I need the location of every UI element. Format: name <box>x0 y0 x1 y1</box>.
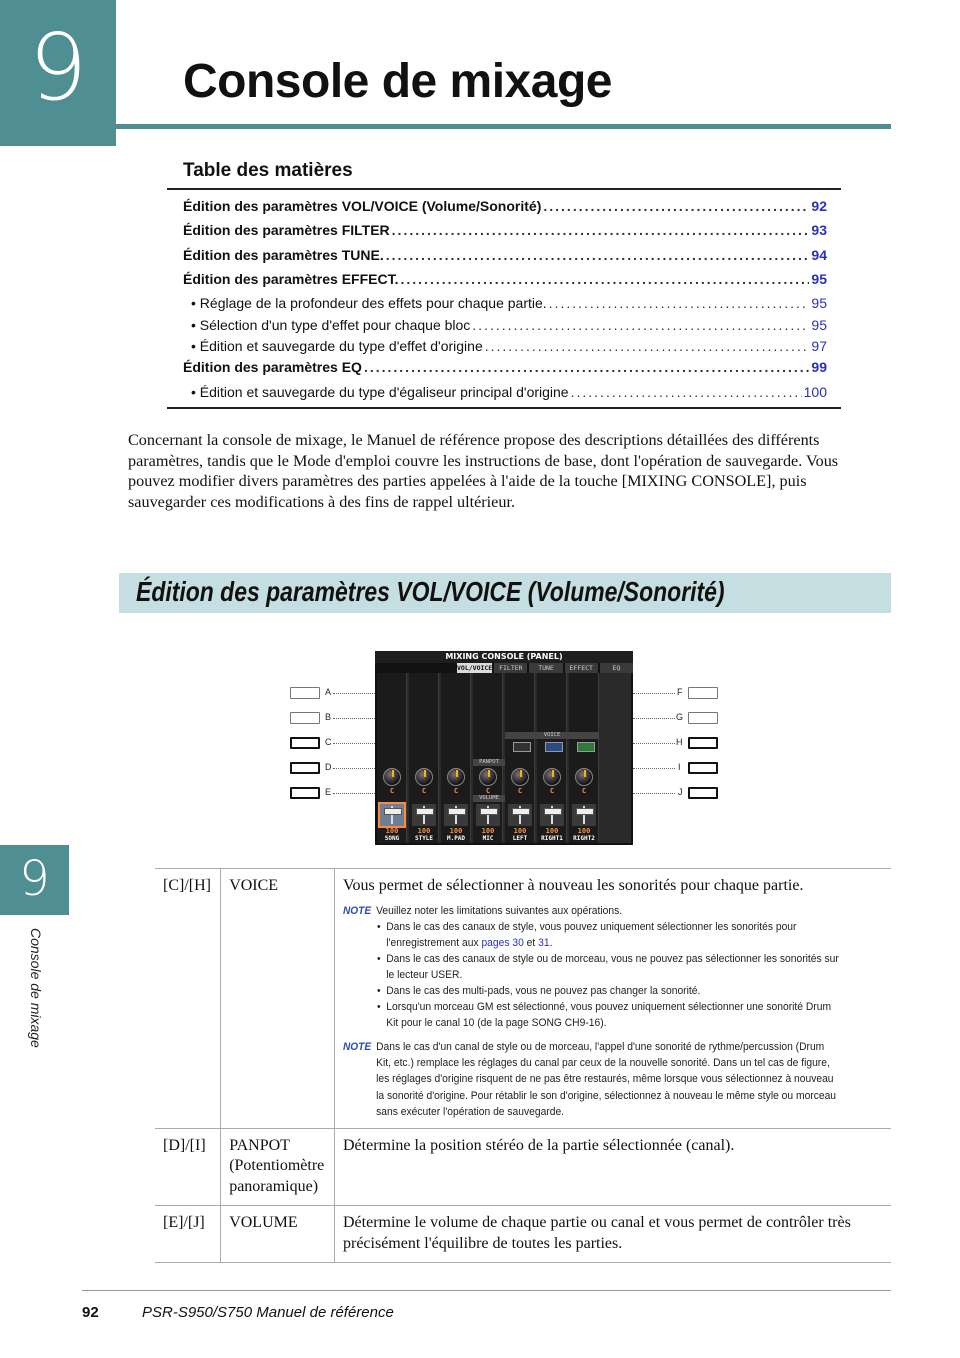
voice-section-label: VOICE <box>505 732 599 739</box>
volume-fader-icon[interactable] <box>508 804 532 826</box>
volume-fader-icon[interactable] <box>476 804 500 826</box>
button-label: G <box>676 712 684 722</box>
button-c-icon <box>290 737 320 749</box>
toc-link[interactable] <box>183 317 827 338</box>
toc-page: 93 <box>811 222 827 239</box>
param-description: Détermine la position stéréo de la partie sélectionnée (canal). <box>343 1136 735 1154</box>
pan-value: C <box>389 787 395 795</box>
part-name: RIGHT1 <box>541 835 563 842</box>
part-name: LEFT <box>512 835 528 842</box>
list-item: • Dans le cas des canaux de style ou de morceau, vous ne pouvez pas sélectionner les sonorités sur le lecteur USER. <box>376 951 840 983</box>
leader-line <box>333 768 375 769</box>
list-item: • Dans le cas des multi-pads, vous ne pouvez pas changer la sonorité. <box>376 983 840 999</box>
button-a-icon <box>290 687 320 699</box>
button-label: J <box>678 787 683 797</box>
button-j-icon <box>688 787 718 799</box>
side-chapter-label: Console de mixage <box>28 928 44 1048</box>
tab-tune[interactable]: TUNE <box>529 663 562 673</box>
toc-label: Édition des paramètres EQ <box>183 359 362 376</box>
tab-effect[interactable]: EFFECT <box>565 663 598 673</box>
part-name: RIGHT2 <box>573 835 595 842</box>
button-label: A <box>325 687 332 697</box>
title-rule <box>116 124 891 129</box>
note-tag: NOTE <box>343 1041 372 1054</box>
parameter-table <box>155 868 891 1263</box>
toc-link[interactable] <box>183 295 827 316</box>
table-row <box>155 1128 891 1206</box>
panpot-section-label: PANPOT <box>473 759 505 766</box>
toc-link[interactable] <box>183 222 827 246</box>
note-intro: Veuillez noter les limitations suivantes aux opérations. <box>376 904 623 917</box>
toc-label: Édition des paramètres VOL/VOICE (Volume/Sonorité) <box>183 198 542 214</box>
toc-page: 95 <box>811 295 827 312</box>
chapter-number-box <box>0 0 116 146</box>
toc-leader <box>364 359 809 375</box>
leader-line <box>333 718 375 719</box>
side-chapter-tab <box>0 845 69 915</box>
toc-leader <box>485 338 810 354</box>
param-description-text: Vous permet de sélectionner à nouveau les sonorités pour chaque partie. <box>343 877 804 894</box>
page-link[interactable]: pages 30 <box>481 936 524 949</box>
volume-value: 100 <box>449 827 463 835</box>
toc-label: Édition des paramètres EFFECT. <box>183 270 399 287</box>
button-b-icon <box>290 712 320 724</box>
toc-link[interactable] <box>183 247 827 271</box>
toc-heading: Table des matières <box>183 160 353 181</box>
pan-value: C <box>453 787 459 795</box>
toc-link[interactable] <box>183 198 827 222</box>
screen-tabs <box>457 663 633 673</box>
button-e-icon <box>290 787 320 799</box>
toc-page: 92 <box>811 198 827 214</box>
toc-label: • Édition et sauvegarde du type d'égaliseur principal d'origine <box>191 383 569 400</box>
list-item <box>376 919 840 951</box>
note-text: et <box>523 936 539 949</box>
toc-leader <box>386 247 810 263</box>
toc-leader <box>472 317 809 333</box>
leader-line <box>333 793 375 794</box>
toc-page: 94 <box>811 246 827 263</box>
button-g-icon <box>688 712 718 724</box>
chapter-title: Console de mixage <box>183 55 612 108</box>
pan-value: C <box>421 787 427 795</box>
button-d-icon <box>290 762 320 774</box>
section-heading-bar <box>119 573 891 613</box>
toc-leader <box>392 222 810 238</box>
button-label: I <box>678 762 681 772</box>
panpot-knob-icon[interactable] <box>447 768 465 786</box>
panpot-knob-icon[interactable] <box>543 768 561 786</box>
part-name: STYLE <box>414 835 434 842</box>
voice-icon[interactable] <box>513 742 531 752</box>
param-description: Détermine le volume de chaque partie ou canal et vous permet de contrôler très précisément l'équilibre de toutes les parties. <box>343 1214 851 1252</box>
button-label: F <box>677 687 683 697</box>
part-name: M.PAD <box>446 835 466 842</box>
button-label: D <box>325 762 332 772</box>
toc-leader <box>571 384 802 400</box>
param-name: VOICE <box>221 869 335 1129</box>
toc-page: 95 <box>811 316 827 333</box>
pan-value: C <box>485 787 491 795</box>
param-name: VOLUME <box>221 1206 335 1263</box>
note-list <box>376 919 840 1032</box>
leader-line <box>333 743 375 744</box>
toc-link[interactable] <box>183 338 827 359</box>
panpot-knob-icon[interactable] <box>383 768 401 786</box>
param-name: PANPOT (Potentiomètre panoramique) <box>221 1128 335 1206</box>
button-label: H <box>676 737 683 747</box>
table-of-contents <box>167 160 841 405</box>
toc-list <box>167 190 841 405</box>
button-label: E <box>325 787 332 797</box>
side-chapter-number: 9 <box>19 851 50 907</box>
panpot-knob-icon[interactable] <box>479 768 497 786</box>
button-label: B <box>325 712 332 722</box>
volume-fader-icon[interactable] <box>380 804 404 826</box>
table-row <box>155 1206 891 1263</box>
page-link[interactable]: 31 <box>538 936 550 949</box>
leader-line <box>633 718 675 719</box>
toc-link[interactable] <box>183 359 827 383</box>
volume-value: 100 <box>577 827 591 835</box>
param-description <box>335 869 892 1129</box>
toc-page: 97 <box>811 337 827 354</box>
footer-rule <box>82 1290 891 1291</box>
volume-value: 100 <box>385 827 399 835</box>
pan-value: C <box>517 787 523 795</box>
param-buttons: [D]/[I] <box>155 1128 221 1206</box>
toc-label: Édition des paramètres TUNE. <box>183 246 384 263</box>
toc-label: Édition des paramètres FILTER <box>183 222 390 239</box>
volume-value: 100 <box>513 827 527 835</box>
note-tag: NOTE <box>343 904 372 917</box>
part-name: MIC <box>482 835 494 842</box>
note-body <box>376 903 840 1032</box>
section-title: Édition des paramètres VOL/VOICE (Volume/Sonorité) <box>136 576 725 607</box>
param-buttons: [E]/[J] <box>155 1206 221 1263</box>
note-block <box>343 903 840 1032</box>
button-i-icon <box>688 762 718 774</box>
toc-link[interactable] <box>183 384 827 405</box>
volume-fader-icon[interactable] <box>444 804 468 826</box>
screen-title: MIXING CONSOLE (PANEL) <box>375 651 633 663</box>
pan-value: C <box>549 787 555 795</box>
toc-label: • Sélection d'un type d'effet pour chaque bloc <box>191 316 471 333</box>
tab-vol-voice[interactable]: VOL/VOICE <box>457 664 493 672</box>
leader-line <box>633 743 675 744</box>
voice-icon[interactable] <box>577 742 595 752</box>
toc-page: 95 <box>811 270 827 287</box>
volume-value: 100 <box>481 827 495 835</box>
part-name: SONG <box>384 835 400 842</box>
toc-link[interactable] <box>183 271 827 295</box>
volume-fader-icon[interactable] <box>572 804 596 826</box>
page-number: 92 <box>82 1304 99 1321</box>
intro-paragraph: Concernant la console de mixage, le Manuel de référence propose des descriptions détaillées des différents paramètres, tandis que le Mode d'emploi couvre les instructions de base, dont l'opération de sauvegarde. Vous pouvez modifier divers paramètres des parties appelées à l'aide de la touche [MIXING CONSOLE], puis sauvegarder ces modifications à des fins de rappel ultérieur. <box>128 431 839 511</box>
screen-panel <box>377 673 631 843</box>
volume-value: 100 <box>545 827 559 835</box>
tab-filter[interactable]: FILTER <box>494 663 527 673</box>
button-h-icon <box>688 737 718 749</box>
toc-page: 100 <box>803 383 827 400</box>
manual-title: PSR-S950/S750 Manuel de référence <box>142 1304 394 1321</box>
note-text: . <box>549 936 553 949</box>
panpot-knob-icon[interactable] <box>511 768 529 786</box>
toc-leader <box>549 295 810 311</box>
volume-fader-icon[interactable] <box>540 804 564 826</box>
panpot-knob-icon[interactable] <box>415 768 433 786</box>
chapter-number: 9 <box>28 14 88 121</box>
note-block <box>343 1039 840 1119</box>
toc-leader <box>543 198 809 214</box>
leader-line <box>633 693 675 694</box>
button-label: C <box>325 737 332 747</box>
toc-leader <box>401 271 810 287</box>
table-row <box>155 869 891 1129</box>
note-body: Dans le cas d'un canal de style ou de morceau, l'appel d'une sonorité de rythme/percussion (Drum Kit, etc.) remplace les réglages du canal par ceux de la nouvelle sonorité. Dans un tel cas de figure, les réglages d'origine risquent de ne pas être restaurés, même lorsque vous sélectionnez à nouveau la sonorité d'origine. Pour rétablir le son d'origine, sélectionnez à nouveau le même style ou morceau sans exécuter l'opération de sauvegarde. <box>376 1041 837 1118</box>
mixing-console-screen <box>375 651 633 845</box>
button-f-icon <box>688 687 718 699</box>
toc-label: • Édition et sauvegarde du type d'effet d'origine <box>191 337 483 354</box>
note-text: Dans le cas des canaux de style, vous pouvez uniquement sélectionner les sonorités pour l'enregistrement aux <box>386 920 797 949</box>
tab-eq[interactable]: EQ <box>600 663 633 673</box>
toc-page: 99 <box>811 359 827 376</box>
leader-line <box>333 693 375 694</box>
panpot-knob-icon[interactable] <box>575 768 593 786</box>
toc-label: • Réglage de la profondeur des effets pour chaque partie. <box>191 295 547 312</box>
param-buttons: [C]/[H] <box>155 869 221 1129</box>
voice-icon[interactable] <box>545 742 563 752</box>
volume-fader-icon[interactable] <box>412 804 436 826</box>
list-item: • Lorsqu'un morceau GM est sélectionné, vous pouvez uniquement sélectionner une sonorité Drum Kit pour le canal 10 (de la page SONG CH9-16). <box>376 999 840 1031</box>
volume-value: 100 <box>417 827 431 835</box>
volume-section-label: VOLUME <box>473 795 505 802</box>
leader-line <box>633 793 675 794</box>
pan-value: C <box>581 787 587 795</box>
leader-line <box>633 768 675 769</box>
toc-bottom-divider <box>167 407 841 409</box>
